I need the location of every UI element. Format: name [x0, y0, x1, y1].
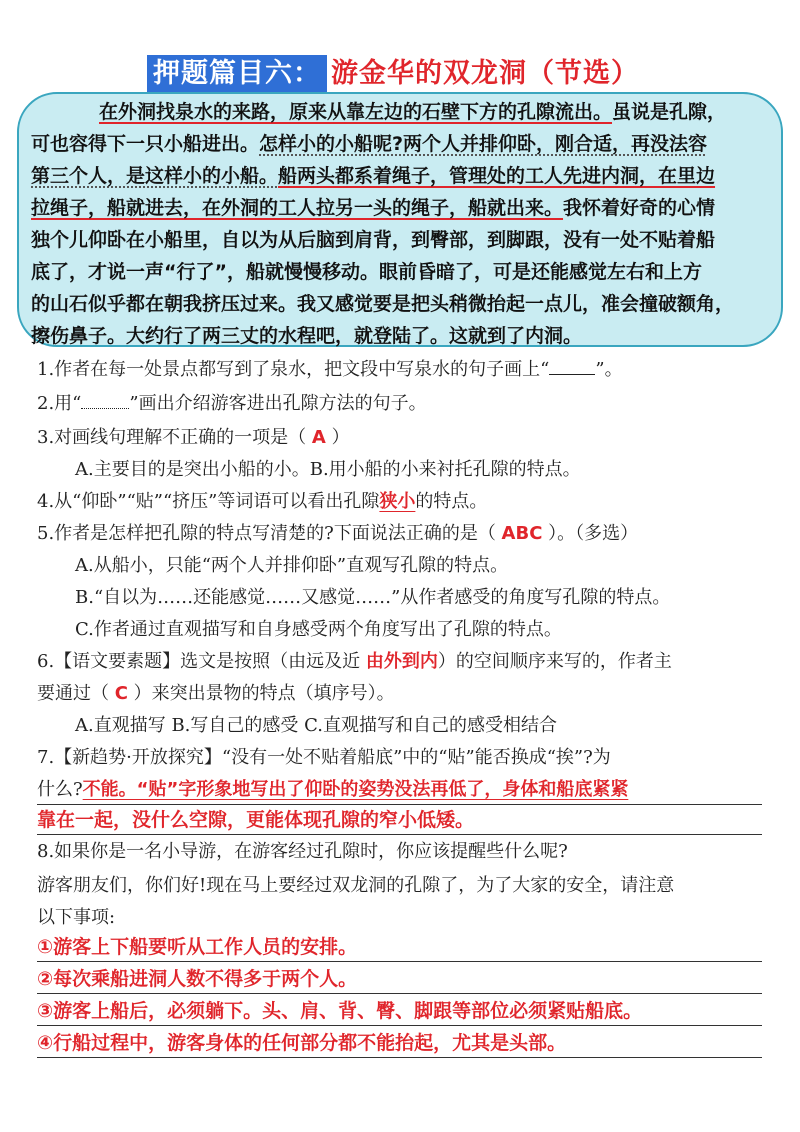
q3-answer: A — [311, 427, 326, 448]
passage-segment: 独个儿仰卧在小船里，自以为从后脑到肩背，到臀部，到脚跟，没有一处不贴着船 — [31, 229, 716, 251]
q8-answer-2: ②每次乘船进洞人数不得多于两个人。 — [37, 967, 762, 994]
passage-segment: 的山石似乎都在朝我挤压过来。我又感觉要是把头稍微抬起一点儿，准会撞破额角， — [31, 293, 735, 315]
passage-segment: 底了，才说一声“行了”，船就慢慢移动。眼前昏暗了，可是还能感觉左右和上方 — [31, 261, 702, 283]
q8-intro: 游客朋友们，你们好!现在马上要经过双龙洞的孔隙了，为了大家的安全，请注意 — [37, 875, 675, 896]
q1-text: 1.作者在每一处景点都写到了泉水，把文段中写泉水的句子画上“ — [37, 359, 550, 380]
q8-answer-4: ④行船过程中，游客身体的任何部分都不能抬起，尤其是头部。 — [37, 1031, 762, 1058]
passage-segment: 擦伤鼻子。大约行了两三丈的水程吧，就登陆了。这就到了内洞。 — [31, 325, 583, 347]
q3-options: A.主要目的是突出小船的小。B.用小船的小来衬托孔隙的特点。 — [75, 459, 581, 480]
passage-box — [17, 92, 783, 347]
passage-line — [31, 324, 582, 348]
question-3 — [37, 426, 350, 450]
solid-underline-sample — [549, 358, 595, 375]
q7-answer-line1 — [37, 778, 762, 805]
q7-answer-line2: 靠在一起，没什么空隙，更能体现孔隙的窄小低矮。 — [37, 808, 762, 835]
q5-option-c: C.作者通过直观描写和自身感受两个角度写出了孔隙的特点。 — [75, 619, 562, 640]
question-6-line1 — [37, 650, 672, 674]
passage-line — [31, 260, 702, 284]
q4-text-end: 的特点。 — [415, 491, 488, 512]
question-6-line2 — [37, 682, 395, 706]
question-4 — [37, 490, 487, 514]
q5-option-b: B.“自以为……还能感觉……又感觉……”从作者感受的角度写孔隙的特点。 — [75, 587, 671, 608]
q5-text: 5.作者是怎样把孔隙的特点写清楚的?下面说法正确的是（ — [37, 523, 502, 544]
passage-segment: 我怀着好奇的心情 — [563, 197, 716, 219]
passage-segment: 虽说是孔隙， — [612, 101, 727, 123]
question-5 — [37, 522, 638, 546]
q6-text-end: ）来突出景物的特点（填序号）。 — [127, 683, 395, 704]
question-7: 7.【新趋势·开放探究】“没有一处不贴着船底”中的“贴”能否换成“挨”?为 — [37, 747, 611, 768]
q8-answer-1: ①游客上下船要听从工作人员的安排。 — [37, 935, 762, 962]
q8-intro-end: 以下事项: — [37, 907, 116, 928]
title-prefix-badge: 押题篇目六： — [147, 55, 327, 93]
q6-options: A.直观描写 B.写自己的感受 C.直观描写和自己的感受相结合 — [75, 715, 557, 736]
q6-text-2: 要通过（ — [37, 683, 115, 704]
question-1 — [37, 358, 623, 382]
question-8: 8.如果你是一名小导游，在游客经过孔隙时，你应该提醒些什么呢? — [37, 841, 568, 862]
passage-segment: 在外洞找泉水的来路，原来从靠左边的石壁下方的孔隙流出。 — [99, 101, 613, 123]
q3-text-end: ） — [325, 427, 350, 448]
passage-line — [31, 228, 715, 252]
q6-answer-order: 由外到内 — [365, 651, 438, 672]
q4-text: 4.从“仰卧”“贴”“挤压”等词语可以看出孔隙 — [37, 491, 380, 512]
q3-text: 3.对画线句理解不正确的一项是（ — [37, 427, 312, 448]
passage-segment: 船两头都系着绳子，管理处的工人先进内洞，在里边 — [278, 165, 716, 187]
q2-text: 2.用“ — [37, 393, 82, 414]
q1-text-end: ”。 — [595, 359, 623, 380]
passage-segment: 第三个人，是这样小的小船。 — [31, 165, 279, 187]
q2-text-end: ”画出介绍游客进出孔隙方法的句子。 — [129, 393, 427, 414]
q6-answer-choice: C — [114, 683, 128, 704]
passage-line — [31, 292, 734, 316]
page-title — [147, 54, 639, 94]
q7-text-end: 什么? — [37, 779, 83, 800]
q6-text: 6.【语文要素题】选文是按照（由远及近 — [37, 651, 366, 672]
q5-option-a: A.从船小，只能“两个人并排仰卧”直观写孔隙的特点。 — [75, 555, 509, 576]
passage-segment: 拉绳子，船就进去，在外洞的工人拉另一头的绳子，船就出来。 — [31, 197, 564, 219]
passage-line — [31, 196, 715, 220]
passage-segment: 怎样小的小船呢?两个人并排仰卧，刚合适，再没法容 — [259, 133, 708, 155]
passage-line — [31, 132, 707, 156]
passage-line — [99, 100, 726, 124]
q5-text-end: ）。（多选） — [542, 523, 639, 544]
q6-text-mid: ）的空间顺序来写的，作者主 — [437, 651, 672, 672]
q8-answer-3: ③游客上船后，必须躺下。头、肩、背、臀、脚跟等部位必须紧贴船底。 — [37, 999, 762, 1026]
q4-answer: 狭小 — [379, 491, 416, 512]
title-main: 游金华的双龙洞（节选） — [331, 58, 639, 89]
passage-segment: 可也容得下一只小船进出。 — [31, 133, 260, 155]
q5-answer: ABC — [501, 523, 543, 544]
question-2 — [37, 392, 427, 416]
dotted-underline-sample — [81, 392, 129, 409]
passage-line — [31, 164, 715, 188]
q7-answer: 不能。“贴”字形象地写出了仰卧的姿势没法再低了，身体和船底紧紧 — [82, 779, 629, 800]
